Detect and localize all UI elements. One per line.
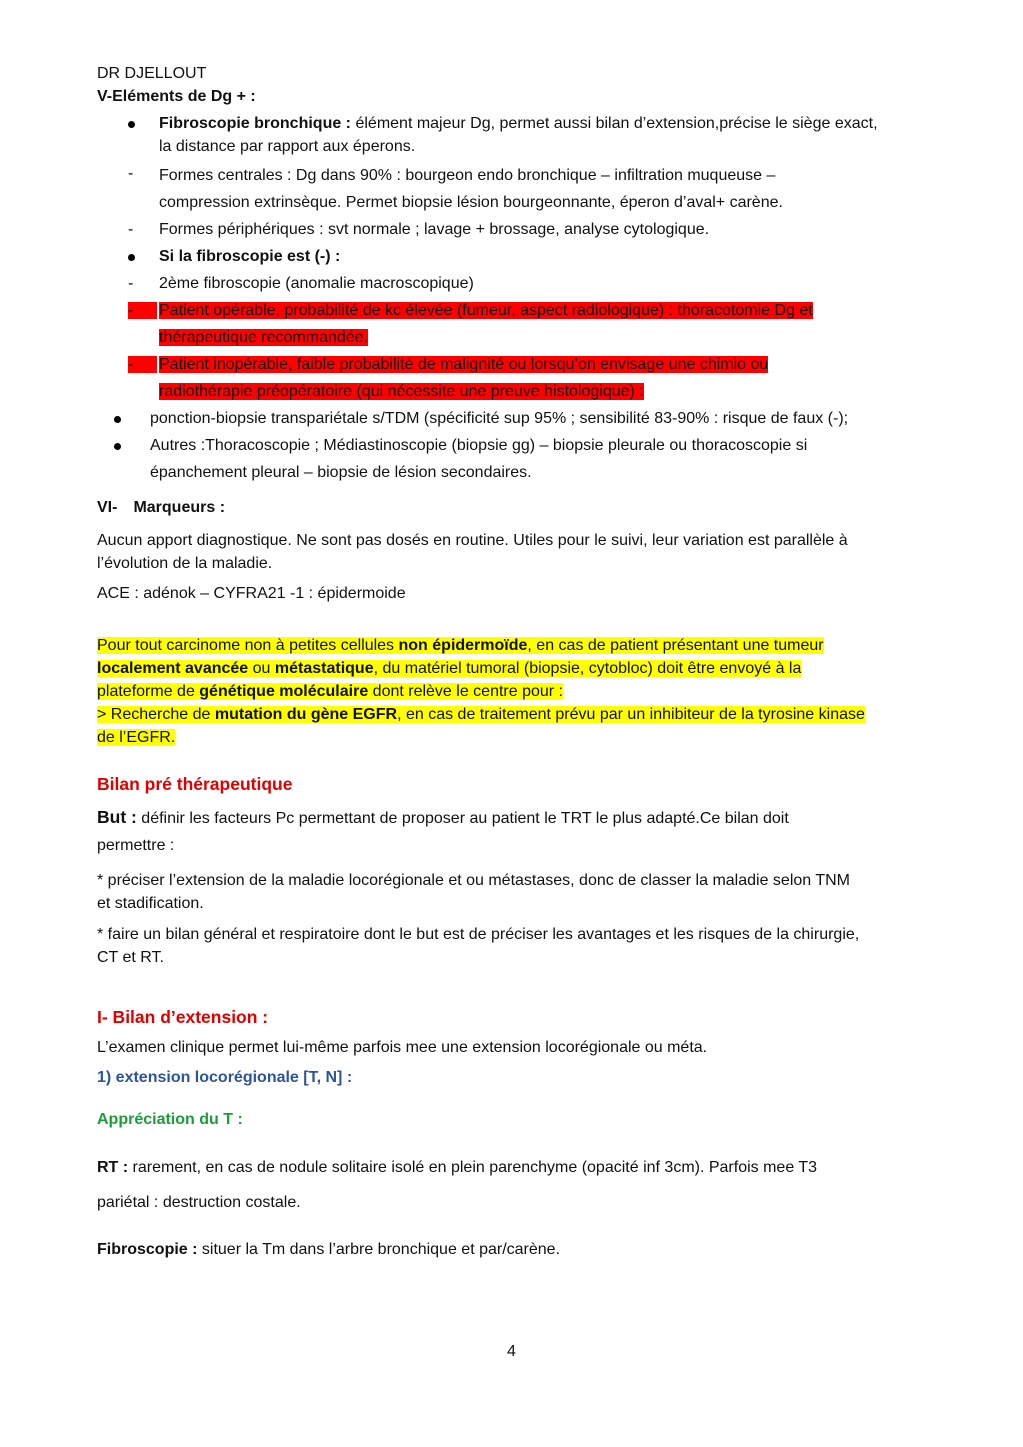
note-bold: génétique moléculaire — [199, 683, 369, 700]
list-item-text: ponction-biopsie transpariétale s/TDM (spécificité sup 95% ; sensibilité 83-90% : risque de faux (-); — [150, 410, 849, 427]
subsection-title-t: Appréciation du T : — [97, 1111, 243, 1128]
paragraph: L’examen clinique permet lui-même parfois mee une extension locorégionale ou méta. — [97, 1039, 708, 1056]
note-text: dont relève le centre pour : — [368, 683, 563, 700]
list-item-text: Formes périphériques : svt normale ; lavage + brossage, analyse cytologique. — [159, 221, 710, 238]
list-item-text: 2ème fibroscopie (anomalie macroscopique) — [159, 275, 474, 292]
paragraph-text: CT et RT. — [97, 949, 164, 966]
paragraph: ACE : adénok – CYFRA21 -1 : épidermoide — [97, 585, 406, 602]
list-item-text: radiothérapie préopératoire (qui nécessite une preuve histologique) : — [159, 383, 644, 400]
paragraph-text: l’évolution de la maladie. — [97, 555, 273, 572]
paragraph — [97, 1150, 932, 1220]
bullet-icon — [114, 443, 121, 450]
dash-icon: - — [128, 275, 134, 292]
note-text: plateforme de — [97, 683, 200, 700]
paragraph — [97, 1238, 932, 1261]
paragraph — [97, 869, 932, 915]
section-title-extension: I- Bilan d’extension : — [97, 1007, 269, 1027]
document-page — [97, 62, 932, 1261]
list-item — [97, 216, 932, 243]
list-item-bold: Fibroscopie bronchique : — [159, 115, 352, 132]
section-title-markers — [97, 496, 932, 519]
list-item — [97, 432, 932, 486]
bullet-icon — [114, 416, 121, 423]
note-text: de l’EGFR. — [97, 729, 176, 746]
list-item-text: la distance par rapport aux éperons. — [159, 138, 416, 155]
list-item-highlighted — [97, 297, 932, 351]
list-item-text: Autres :Thoracoscopie ; Médiastinoscopie (biopsie gg) – biopsie pleurale ou thoracoscopie si — [150, 437, 808, 454]
section-title-text: Marqueurs : — [133, 499, 226, 516]
list-item — [97, 112, 932, 158]
paragraph-text: rarement, en cas de nodule solitaire isolé en plein parenchyme (opacité inf 3cm). Parfois mee T3 — [128, 1159, 818, 1176]
list-item-text: Formes centrales : Dg dans 90% : bourgeon endo bronchique – infiltration muqueuse – — [159, 167, 776, 184]
page-number: 4 — [507, 1343, 516, 1360]
subsection-title-locoregional: 1) extension locorégionale [T, N] : — [97, 1069, 353, 1086]
note-bold: non épidermoïde — [398, 637, 528, 654]
list-item-text: Patient inopérable, faible probabilité de malignité ou lorsqu’on envisage une chimio ou — [159, 356, 769, 373]
bullet-icon — [128, 121, 135, 128]
dash-icon: - — [128, 302, 157, 319]
section-title-pretherapeutic: Bilan pré thérapeutique — [97, 774, 293, 794]
author-header: DR DJELLOUT — [97, 65, 207, 82]
note-text: , en cas de traitement prévu par un inhibiteur de la tyrosine kinase — [397, 706, 865, 723]
paragraph-text: Aucun apport diagnostique. Ne sont pas dosés en routine. Utiles pour le suivi, leur variation est parallèle à — [97, 532, 848, 549]
section-title-diagnostic: V-Eléments de Dg + : — [97, 88, 256, 105]
list-item-text: thérapeutique recommandée. — [159, 329, 369, 346]
dash-icon: - — [128, 221, 134, 238]
section-number: VI- — [97, 499, 118, 516]
list-item-text: élément majeur Dg, permet aussi bilan d’extension,précise le siège exact, — [351, 115, 878, 132]
paragraph-text: * préciser l’extension de la maladie locorégionale et ou métastases, donc de classer la maladie selon TNM — [97, 872, 850, 889]
note-text: > Recherche de — [97, 706, 215, 723]
paragraph-text: pariétal : destruction costale. — [97, 1194, 301, 1211]
dash-icon: - — [128, 356, 157, 373]
paragraph-bold: RT : — [97, 1159, 129, 1176]
paragraph-bold: Fibroscopie : — [97, 1241, 198, 1258]
note-bold: mutation du gène EGFR — [214, 706, 398, 723]
note-text: , en cas de patient présentant une tumeur — [527, 637, 824, 654]
bullet-icon — [128, 254, 135, 261]
note-text: Pour tout carcinome non à petites cellules — [97, 637, 399, 654]
list-item — [97, 405, 932, 432]
note-text: ou — [248, 660, 275, 677]
paragraph-text: définir les facteurs Pc permettant de proposer au patient le TRT le plus adapté.Ce bilan doit — [136, 810, 789, 827]
list-item-text: épanchement pleural – biopsie de lésion secondaires. — [150, 464, 532, 481]
paragraph — [97, 923, 932, 969]
paragraph — [97, 804, 932, 859]
note-bold: métastatique — [274, 660, 374, 677]
list-item — [97, 243, 932, 270]
list-item-highlighted — [97, 351, 932, 405]
note-bold: localement avancée — [97, 660, 249, 677]
paragraph-bold: But : — [97, 807, 137, 827]
paragraph-text: et stadification. — [97, 895, 204, 912]
list-item-bold: Si la fibroscopie est (-) : — [159, 248, 341, 265]
paragraph-text: permettre : — [97, 837, 175, 854]
paragraph-text: * faire un bilan général et respiratoire dont le but est de préciser les avantages et les risques de la chirurgie, — [97, 926, 860, 943]
note-text: , du matériel tumoral (biopsie, cytobloc) doit être envoyé à la — [373, 660, 802, 677]
dash-icon: - — [128, 165, 134, 182]
list-item-text: Patient opérable, probabilité de kc élevée (fumeur, aspect radiologique) : thoracotomie Dg et — [159, 302, 813, 319]
paragraph-text: situer la Tm dans l’arbre bronchique et par/carène. — [197, 1241, 561, 1258]
list-item — [97, 270, 932, 297]
list-item-text: compression extrinsèque. Permet biopsie lésion bourgeonnante, éperon d’aval+ carène. — [159, 194, 783, 211]
paragraph — [97, 529, 932, 575]
highlighted-note — [97, 634, 932, 749]
list-item — [97, 162, 932, 216]
